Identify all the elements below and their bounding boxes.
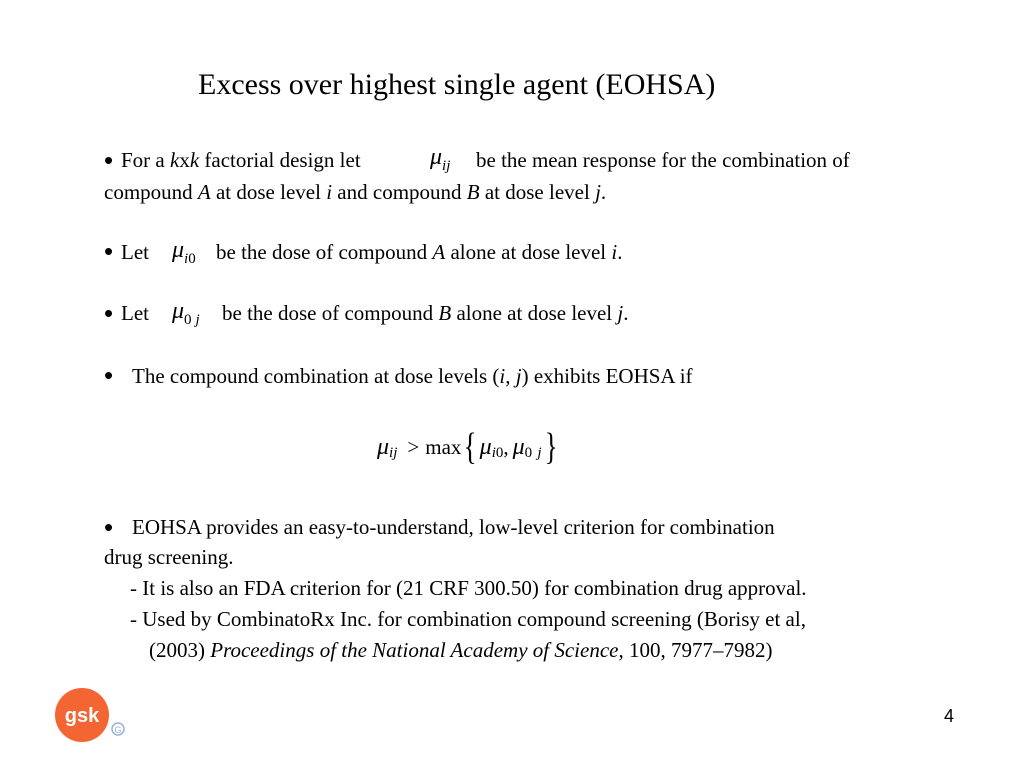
text: be the dose of compound xyxy=(222,301,439,325)
subscript-i: i xyxy=(184,251,189,267)
text: x xyxy=(179,148,190,172)
subscript-0: 0 xyxy=(184,312,192,328)
mu: μ xyxy=(479,433,492,460)
logo-text: gsk xyxy=(64,705,100,727)
text: , 100, 7977–7982) xyxy=(618,638,773,662)
page-number: 4 xyxy=(944,706,955,726)
text: ) exhibits EOHSA if xyxy=(521,364,693,388)
subscript-0: 0 xyxy=(495,444,504,461)
bullet-marker: • xyxy=(104,145,114,175)
mu: μ xyxy=(430,144,443,170)
var-A: A xyxy=(432,240,446,264)
bullet-marker: • xyxy=(104,298,114,328)
gsk-logo-icon xyxy=(52,685,132,745)
mu-i0-symbol xyxy=(172,237,196,267)
gsk-logo-graphic xyxy=(52,685,132,745)
bullet-1-line-1 xyxy=(121,148,361,173)
left-brace: { xyxy=(464,426,477,468)
mu: μ xyxy=(172,237,185,263)
var-j: j xyxy=(617,301,624,325)
eohsa-formula xyxy=(377,428,560,466)
text: . xyxy=(600,180,607,204)
text: , xyxy=(505,364,516,388)
text: factorial design let xyxy=(199,148,361,172)
bullet-marker: • xyxy=(104,236,114,266)
bullet-5-line-1: EOHSA provides an easy-to-understand, low-level criterion for combination xyxy=(132,515,775,539)
var-i: i xyxy=(326,180,333,204)
subscript: ij xyxy=(442,158,451,174)
text: compound xyxy=(104,180,198,204)
text: at dose level xyxy=(479,180,596,204)
mu-0j-symbol xyxy=(172,298,200,328)
greater-than: > xyxy=(407,434,420,459)
text: (2003) xyxy=(149,638,211,662)
var-B: B xyxy=(438,301,452,325)
bullet-5-line-2: drug screening. xyxy=(104,545,234,569)
text: The compound combination at dose levels ( xyxy=(132,364,500,388)
subscript-i: i xyxy=(491,444,496,461)
bullet-marker: • xyxy=(104,512,114,542)
bullet-2-let: Let xyxy=(121,240,149,264)
text: and compound xyxy=(332,180,467,204)
sub-bullet-fda: - It is also an FDA criterion for (21 CRF 300.50) for combination drug approval. xyxy=(130,576,807,600)
var-j: j xyxy=(515,364,522,388)
mu: μ xyxy=(377,433,390,460)
text: at dose level xyxy=(210,180,327,204)
var-i: i xyxy=(499,364,506,388)
var-A: A xyxy=(197,180,211,204)
bullet-1-line-2 xyxy=(104,180,606,205)
text: . xyxy=(623,301,629,325)
max-operator: max xyxy=(425,434,462,459)
subscript-0: 0 xyxy=(188,251,196,267)
var-k: k xyxy=(170,148,180,172)
bullet-3-text xyxy=(222,301,628,326)
bullet-marker: • xyxy=(104,360,114,390)
var-i: i xyxy=(611,240,618,264)
subscript-0: 0 xyxy=(524,444,533,461)
mu-ij-symbol xyxy=(430,144,451,174)
slide-title: Excess over highest single agent (EOHSA) xyxy=(198,68,716,101)
mu: μ xyxy=(512,433,525,460)
var-k: k xyxy=(189,148,200,172)
text: For a xyxy=(121,148,170,172)
bullet-3-let: Let xyxy=(121,301,149,325)
mu: μ xyxy=(172,298,185,324)
var-j: j xyxy=(595,180,601,204)
subscript-j: j xyxy=(537,444,542,461)
text: be the dose of compound xyxy=(216,240,433,264)
sub-bullet-citation xyxy=(149,638,772,663)
text: alone at dose level xyxy=(445,240,612,264)
subscript-ij: ij xyxy=(389,444,398,461)
comma: , xyxy=(503,434,509,459)
text: . xyxy=(617,240,623,264)
bullet-1-line-1-rest: be the mean response for the combination of xyxy=(476,148,850,172)
sub-bullet-combinatorx: - Used by CombinatoRx Inc. for combination compound screening (Borisy et al, xyxy=(130,607,806,631)
bullet-4-text xyxy=(132,364,693,389)
bullet-2-text xyxy=(216,240,622,265)
right-brace: } xyxy=(544,426,558,468)
text: alone at dose level xyxy=(451,301,618,325)
var-B: B xyxy=(466,180,480,204)
subscript-j: j xyxy=(195,312,200,328)
journal-name: Proceedings of the National Academy of Science xyxy=(210,638,619,662)
logo-mark-text: G xyxy=(114,725,122,735)
